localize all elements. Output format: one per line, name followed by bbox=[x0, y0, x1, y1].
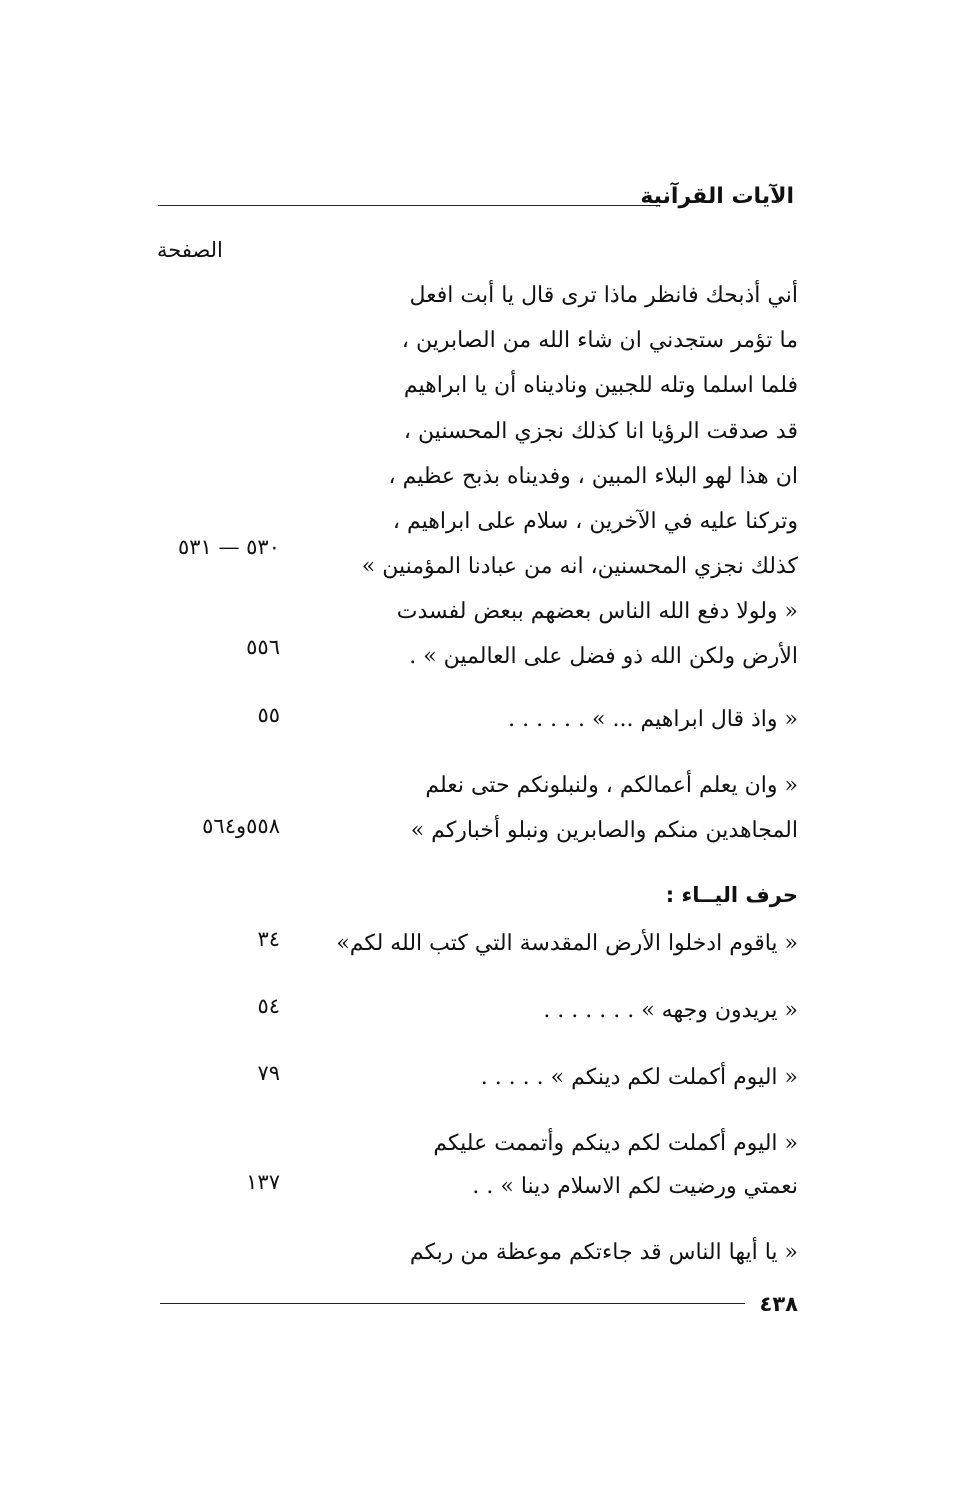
running-header-title: الآيات القرآنية bbox=[640, 184, 794, 209]
verse-line: أني أذبحك فانظر ماذا ترى قال يا أبت افعل bbox=[409, 283, 798, 308]
section-heading: حرف اليــاء : bbox=[665, 883, 798, 907]
verse-line: « اليوم أكملت لكم دينكم » . . . . . bbox=[480, 1065, 798, 1090]
page-reference: ٥٥ bbox=[257, 703, 280, 727]
verse-line: قد صدقت الرؤيا انا كذلك نجزي المحسنين ، bbox=[403, 419, 798, 444]
verse-line: « اليوم أكملت لكم دينكم وأتممت عليكم bbox=[433, 1131, 798, 1156]
verse-line: « يريدون وجهه » . . . . . . . bbox=[543, 998, 798, 1023]
verse-line: الأرض ولكن الله ذو فضل على العالمين » . bbox=[409, 644, 798, 669]
verse-line: « يا أيها الناس قد جاءتكم موعظة من ربكم bbox=[409, 1240, 798, 1265]
page-reference: ٧٩ bbox=[257, 1061, 280, 1085]
page-reference: ٣٤ bbox=[257, 927, 280, 951]
verse-line: المجاهدين منكم والصابرين ونبلو أخباركم » bbox=[410, 818, 798, 843]
page-reference: ١٣٧ bbox=[246, 1170, 280, 1194]
page-reference: ٥٣٠ — ٥٣١ bbox=[177, 535, 280, 559]
verse-line: كذلك نجزي المحسنين، انه من عبادنا المؤمنين » bbox=[361, 554, 798, 579]
verse-line: « ياقوم ادخلوا الأرض المقدسة التي كتب الله لكم» bbox=[336, 931, 798, 956]
verse-line: وتركنا عليه في الآخرين ، سلام على ابراهيم ، bbox=[392, 509, 798, 534]
page-number: ٤٣٨ bbox=[759, 1292, 798, 1316]
verse-line: ان هذا لهو البلاء المبين ، وفديناه بذبح عظيم ، bbox=[388, 464, 798, 489]
verse-line: نعمتي ورضيت لكم الاسلام دينا » . . bbox=[472, 1174, 798, 1199]
page-reference: ٥٥٦ bbox=[246, 635, 280, 659]
page-reference: ٥٥٨و٥٦٤ bbox=[202, 814, 280, 838]
page-reference: ٥٤ bbox=[257, 994, 280, 1018]
page-column-label: الصفحة bbox=[157, 238, 223, 262]
verse-line: « ولولا دفع الله الناس بعضهم ببعض لفسدت bbox=[396, 599, 798, 624]
footer-rule bbox=[160, 1303, 745, 1304]
verse-line: ما تؤمر ستجدني ان شاء الله من الصابرين ، bbox=[401, 328, 798, 353]
verse-line: فلما اسلما وتله للجبين وناديناه أن يا ابراهيم bbox=[403, 373, 798, 398]
verse-line: « وان يعلم أعمالكم ، ولنبلونكم حتى نعلم bbox=[425, 773, 798, 798]
verse-line: « واذ قال ابراهيم ... » . . . . . . bbox=[508, 707, 798, 732]
